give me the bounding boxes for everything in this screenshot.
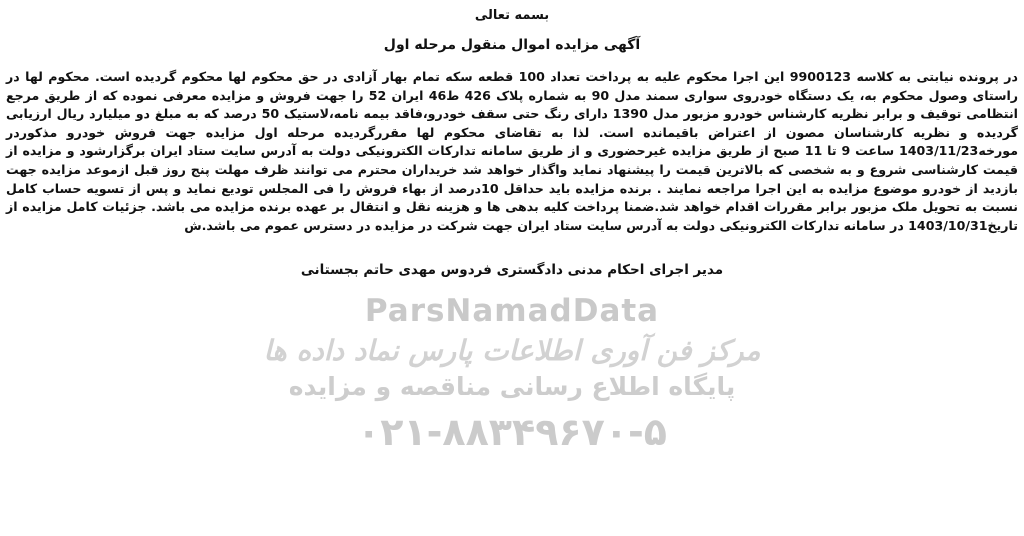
watermark-brand: ParsNamadData: [364, 293, 660, 329]
signature-line: مدیر اجرای احکام مدنی دادگستری فردوس مهدی حاتم بجستانی: [300, 262, 724, 278]
notice-title: آگهی مزایده اموال منقول مرحله اول: [383, 37, 641, 53]
notice-body: در پرونده نیابتی به کلاسه 9900123 این اجرا محکوم علیه به پرداخت تعداد 100 قطعه سکه تمام بهار آزادی در حق محکوم لها محکوم گردیده است. محکوم لها در راستای وصول محکوم به، یک دستگاه خودروی سواری سمند مدل 90 به شماره پلاک 426 ط46 ایران 52 را جهت فروش و مزایده معرفی نموده که از طریق مرجع انتظامی توقیف و برابر نظریه کارشناس خودرو مزبور مدل 1390 دارای رنگ حتی سقف خودرو،فاقد بیمه نامه،لاستیک 50 درصد که به مبلغ دو میلیارد ریال ارزیابی گردیده و نظریه کارشناسان مصون از اعتراض باقیمانده است. لذا به تقاضای محکوم لها مقررگردیده مرحله اول مزایده جهت فروش خودرو مذکوردر مورخه1403/11/23 ساعت 9 تا 11 صبح از طریق مزایده غیرحضوری و از طریق سامانه تدارکات الکترونیکی دولت به آدرس سایت ستاد ایران برگزارشود و مزایده از قیمت کارشناسی شروع و به شخصی که بالاترین قیمت را پیشنهاد نماید واگذار خواهد شد خریداران محترم می توانند ظرف مهلت پنج روز قبل ازموعد مزایده جهت بازدید از خودرو موضوع مزایده به این اجرا مراجعه نمایند . برنده مزایده باید حداقل 10درصد از بهاء فروش را فی المجلس تودیع نماید و پس از تسویه حساب کامل نسبت به تحویل ملک مزبور برابر مقررات اقدام خواهد شد.ضمنا پرداخت کلیه بدهی ها و هزینه نقل و انتقال بر عهده برنده مزایده می باشد. جزئیات کامل مزایده از تاریخ1403/10/31 در سامانه تدارکات الکترونیکی دولت به آدرس سایت ستاد ایران جهت شرکت در مزایده در دسترس عموم می باشد.ش: [6, 69, 1019, 233]
watermark-line2: پایگاه اطلاع رسانی مناقصه و مزایده: [288, 372, 736, 401]
basmala-heading: بسمه تعالی: [474, 8, 550, 23]
watermark-phone: ۰۲۱-۸۸۳۴۹۶۷۰-۵: [357, 410, 667, 454]
watermark-line1: مرکز فن آوری اطلاعات پارس نماد داده ها: [263, 334, 761, 367]
